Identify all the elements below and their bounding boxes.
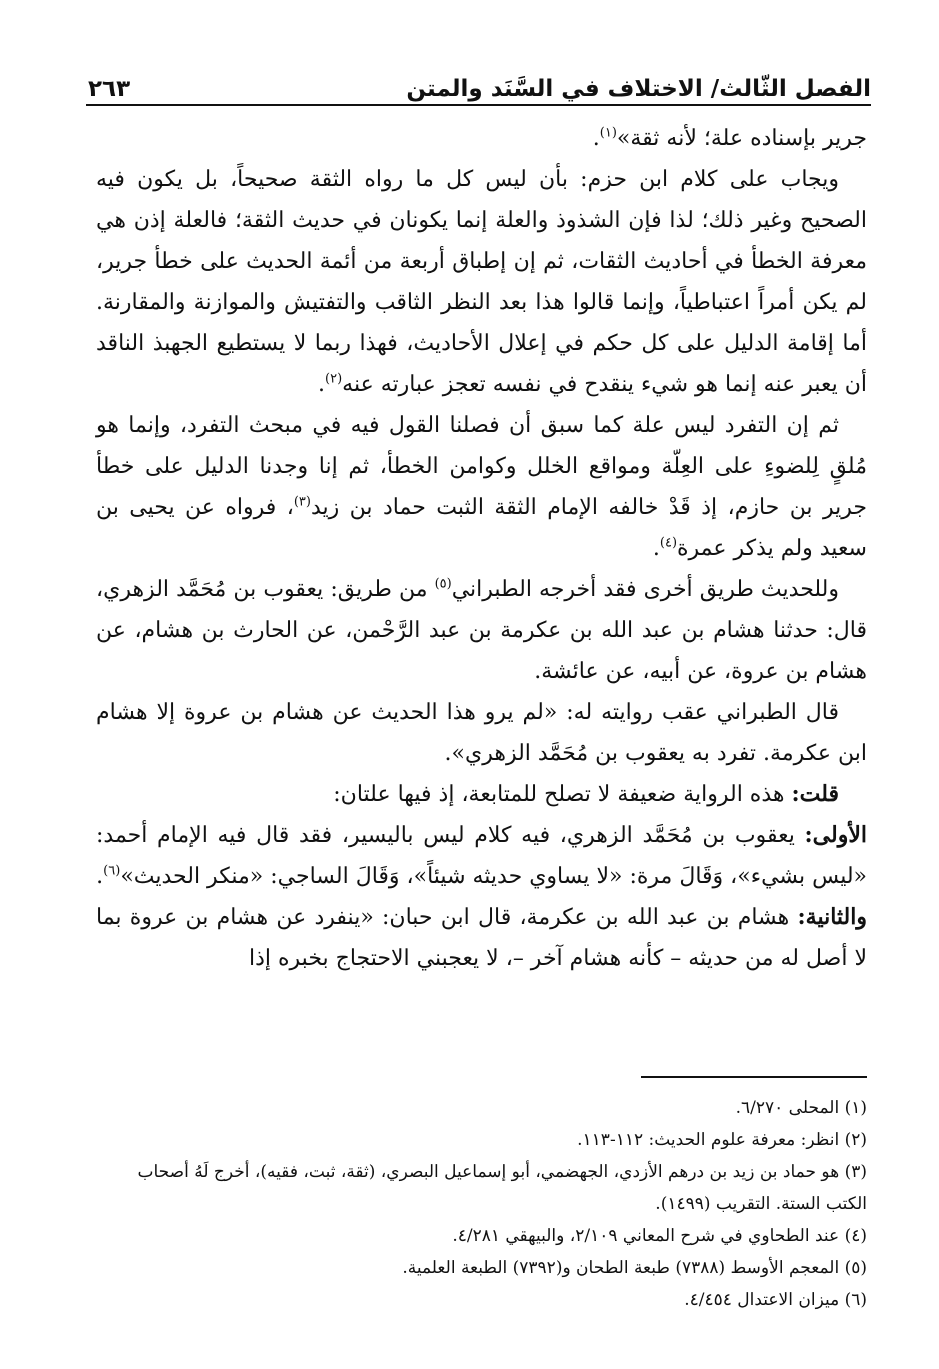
footnote-ref-3: (٣): [293, 494, 311, 510]
paragraph-7: الأولى: يعقوب بن مُحَمَّد الزهري، فيه كلام ليس باليسير، فقد قال فيه الإمام أحمد: «ليس بشيء»، وَقَالَ مرة: «لا يساوي حديثه شيئاً»، وَقَالَ الساجي: «منكر الحديث»$^{(٦)}$.: [96, 822, 867, 889]
chapter-title: الفصل الثّالث/ الاختلاف في السَّنَد والمتن: [406, 76, 871, 102]
running-header: [88, 58, 871, 102]
lead-word: الأولى:: [804, 822, 867, 848]
main-text: [96, 118, 867, 979]
lead-word: قلت:: [791, 781, 839, 807]
paragraph-1: جرير بإسناده علة؛ لأنه ثقة»$^{(١)}$.: [592, 125, 867, 151]
footnote-divider: [641, 1076, 867, 1078]
paragraph-8: والثانية: هشام بن عبد الله بن عكرمة، قال ابن حبان: «ينفرد عن هشام بن عروة بما لا أصل له من حديثه – كأنه هشام آخر –، لا يعجبني الاحتجاج بخبره إذا: [96, 904, 867, 971]
footnote-6: (٦) ميزان الاعتدال ٤/٤٥٤.: [684, 1290, 867, 1310]
footnote-ref-4: (٤): [659, 535, 678, 551]
footnote-ref-1: (١): [599, 125, 617, 141]
footnote-ref-2: (٢): [325, 371, 343, 387]
paragraph-4: وللحديث طريق أخرى فقد أخرجه الطبراني$^{(٥)}$ من طريق: يعقوب بن مُحَمَّد الزهري، قال: حدثنا هشام بن عبد الله بن عكرمة بن عبد الرَّحْمن، عن الحارث بن هشام، عن هشام بن عروة، عن أبيه، عن عائشة.: [96, 576, 867, 684]
paragraph-3: ثم إن التفرد ليس علة كما سبق أن فصلنا القول فيه في مبحث التفرد، وإنما هو مُلقٍ لِلضوءِ على العِلّة ومواقع الخلل وكوامن الخطأ، ثم إنا وجدنا الدليل على خطأ جرير بن حازم، إذ قَدْ خالفه الإمام الثقة الثبت حماد بن زيد$^{(٣)}$، فرواه عن يحيى بن سعيد ولم يذكر عمرة$^{(٤)}$.: [96, 413, 867, 561]
footnote-3: (٣) هو حماد بن زيد بن درهم الأزدي، الجهضمي، أبو إسماعيل البصري، (ثقة، ثبت، فقيه)، أخرج لَهُ أصحاب الكتب الستة. التقريب (١٤٩٩).: [137, 1162, 867, 1214]
page-number: ٢٦٣: [88, 76, 131, 102]
header-divider: [86, 104, 871, 106]
footnote-ref-6: (٦): [103, 863, 121, 879]
footnote-ref-5: (٥): [434, 576, 452, 592]
footnote-1: (١) المحلى ٦/٢٧٠.: [735, 1098, 867, 1118]
paragraph-2: ويجاب على كلام ابن حزم: بأن ليس كل ما رواه الثقة صحيحاً، بل يكون فيه الصحيح وغير ذلك؛ لذا فإن الشذوذ والعلة إنما يكونان في حديث الثقة؛ فالعلة إذن هي معرفة الخطأ في أحاديث الثقات، ثم إن إطباق أربعة من أئمة الحديث على خطأ جرير، لم يكن أمراً اعتباطياً، وإنما قالوا هذا بعد النظر الثاقب والتفتيش والموازنة والمقارنة. أما إقامة الدليل على كل حكم في إعلال الأحاديث، فهذا ربما لا يستطيع الجهبذ الناقد أن يعبر عنه إنما هو شيء ينقدح في نفسه تعجز عبارته عنه$^{(٢)}$.: [96, 167, 867, 397]
footnote-4: (٤) عند الطحاوي في شرح المعاني ٢/١٠٩، والبيهقي ٤/٢٨١.: [452, 1226, 867, 1246]
paragraph-6: قلت: هذه الرواية ضعيفة لا تصلح للمتابعة، إذ فيها علتان:: [333, 781, 839, 807]
footnotes: [96, 1092, 867, 1316]
paragraph-5: قال الطبراني عقب روايته له: «لم يرو هذا الحديث عن هشام بن عروة إلا هشام ابن عكرمة. تفرد به يعقوب بن مُحَمَّد الزهري».: [96, 700, 867, 766]
footnote-2: (٢) انظر: معرفة علوم الحديث: ١١٢-١١٣.: [577, 1130, 867, 1150]
lead-word: والثانية:: [797, 904, 867, 930]
footnote-5: (٥) المعجم الأوسط (٧٣٨٨) طبعة الطحان و(٧٣٩٢) الطبعة العلمية.: [402, 1258, 867, 1278]
